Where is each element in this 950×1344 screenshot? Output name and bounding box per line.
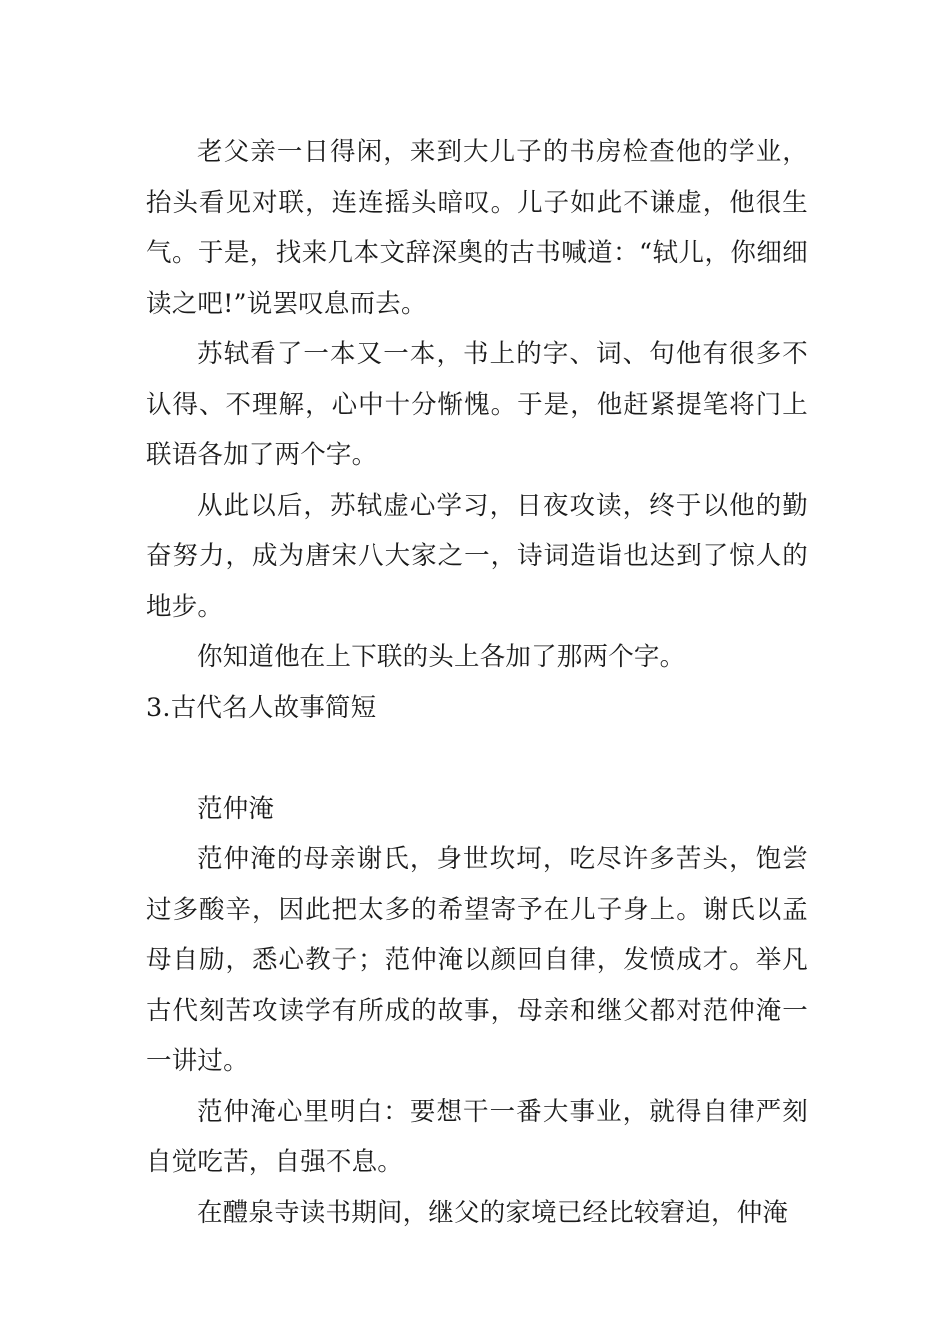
section-heading: 3.古代名人故事简短	[146, 692, 377, 723]
blank-line	[146, 733, 808, 784]
paragraph: 在醴泉寺读书期间，继父的家境已经比较窘迫，仲淹	[197, 1197, 789, 1228]
paragraph: 老父亲一日得闲，来到大儿子的书房检查他的学业，抬头看见对联，连连摇头暗叹。儿子如此不谦虚，他很生气。于是，找来几本文辞深奥的古书喊道：“轼儿，你细细读之吧!”说罢叹息而去。	[146, 137, 808, 319]
paragraph: 范仲淹的母亲谢氏，身世坎坷，吃尽许多苦头，饱尝过多酸辛，因此把太多的希望寄予在儿子身上。谢氏以孟母自励，悉心教子；范仲淹以颜回自律，发愤成才。举凡古代刻苦攻读学有所成的故事，母亲和继父都对范仲淹一一讲过。	[146, 844, 808, 1076]
document-page	[146, 127, 808, 1238]
paragraph: 你知道他在上下联的头上各加了那两个字。	[197, 642, 686, 672]
story-title: 范仲淹	[197, 793, 275, 824]
paragraph: 苏轼看了一本又一本，书上的字、词、句他有很多不认得、不理解，心中十分惭愧。于是，他赶紧提笔将门上联语各加了两个字。	[146, 339, 808, 470]
paragraph: 从此以后，苏轼虚心学习，日夜攻读，终于以他的勤奋努力，成为唐宋八大家之一，诗词造诣也达到了惊人的地步。	[146, 490, 808, 622]
paragraph: 范仲淹心里明白：要想干一番大事业，就得自律严刻自觉吃苦，自强不息。	[146, 1096, 808, 1177]
